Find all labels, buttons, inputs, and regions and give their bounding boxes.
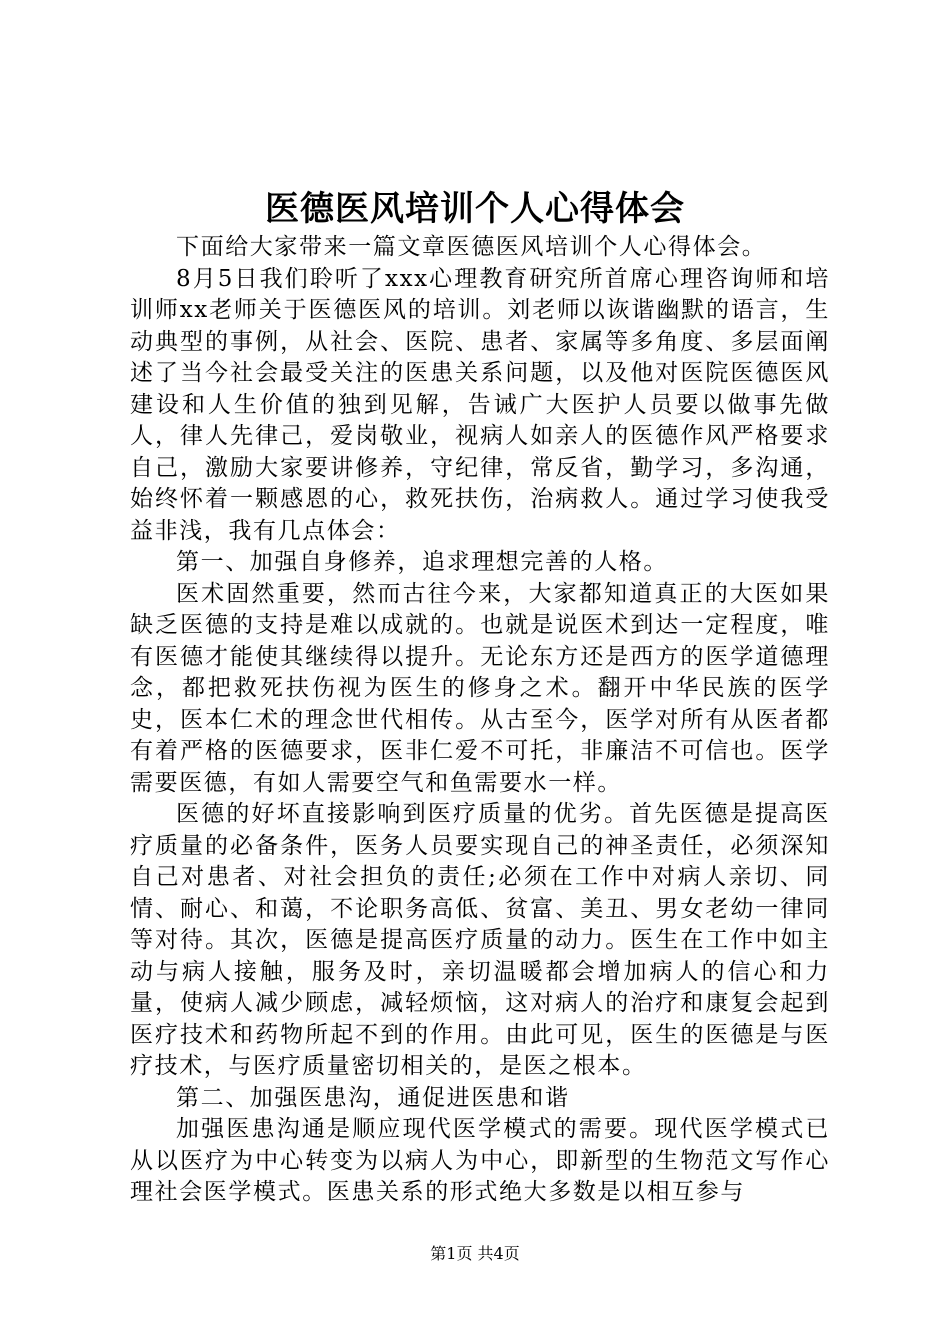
section-heading-2: 第二、加强医患沟，通促进医患和谐 (176, 1084, 570, 1111)
document-body (130, 232, 830, 1209)
paragraph-training: 8月5日我们聆听了xxx心理教育研究所首席心理咨询师和培训师xx老师关于医德医风的培训。刘老师以诙谐幽默的语言，生动典型的事例，从社会、医院、患者、家属等多角度、多层面阐述了当今社会最受关注的医患关系问题，以及他对医院医德医风建设和人生价值的独到见解，告诫广大医护人员要以做事先做人，律人先律己，爱岗敬业，视病人如亲人的医德作风严格要求自己，激励大家要讲修养，守纪律，常反省，勤学习，多沟通，始终怀着一颗感恩的心，救死扶伤，治病救人。通过学习使我受益非浅，我有几点体会： (130, 265, 830, 544)
document-title: 医德医风培训个人心得体会 (265, 189, 685, 229)
paragraph-intro: 下面给大家带来一篇文章医德医风培训个人心得体会。 (176, 234, 767, 260)
paragraph-medical-ethics: 医术固然重要，然而古往今来，大家都知道真正的大医如果缺乏医德的支持是难以成就的。也就是说医术到达一定程度，唯有医德才能使其继续得以提升。无论东方还是西方的医学道德理念，都把救死扶伤视为医生的修身之术。翻开中华民族的医学史，医本仁术的理念世代相传。从古至今，医学对所有从医者都有着严格的医德要求，医非仁爱不可托，非廉洁不可信也。医学需要医德，有如人需要空气和鱼需要水一样。 (130, 580, 830, 796)
paragraph-medical-quality: 医德的好坏直接影响到医疗质量的优劣。首先医德是提高医疗质量的必备条件，医务人员要实现自己的神圣责任，必须深知自己对患者、对社会担负的责任;必须在工作中对病人亲切、同情、耐心、和蔼，不论职务高低、贫富、美丑、男女老幼一律同等对待。其次，医德是提高医疗质量的动力。医生在工作中如主动与病人接触，服务及时，亲切温暖都会增加病人的信心和力量，使病人减少顾虑，减轻烦恼，这对病人的治疗和康复会起到医疗技术和药物所起不到的作用。由此可见，医生的医德是与医疗技术，与医疗质量密切相关的，是医之根本。 (130, 801, 830, 1079)
section-heading-1: 第一、加强自身修养，追求理想完善的人格。 (176, 549, 668, 575)
paragraph-communication: 加强医患沟通是顺应现代医学模式的需要。现代医学模式已从以医疗为中心转变为以病人为中心，即新型的生物范文写作心理社会医学模式。医患关系的形式绝大多数是以相互参与 (130, 1116, 830, 1205)
page-footer: 第1页 共4页 (430, 1244, 520, 1263)
